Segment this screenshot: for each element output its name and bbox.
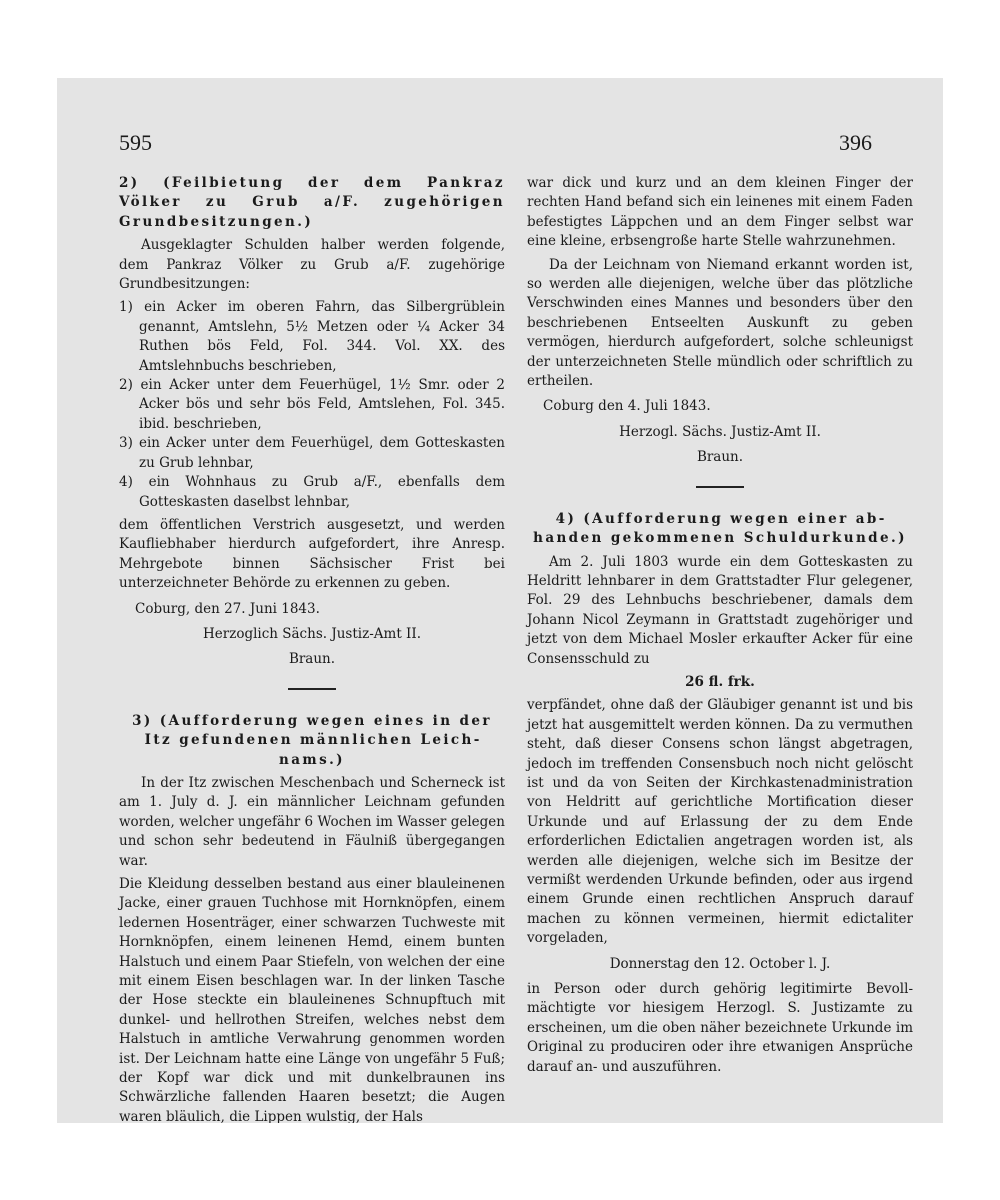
list-item: 3) ein Acker unter dem Feuerhügel, dem Gotteskasten zu Grub lehnbar, bbox=[119, 435, 505, 471]
section-3-date: Coburg den 4. Juli 1843. bbox=[543, 398, 711, 415]
section-2-item-list bbox=[119, 298, 505, 511]
section-3-heading: 3) (Aufforderung wegen eines in der Itz gefundenen männlichen Leichnams.) bbox=[132, 712, 492, 768]
section-2-date: Coburg, den 27. Juni 1843. bbox=[135, 600, 320, 617]
section-3-signature: Braun. bbox=[696, 449, 744, 466]
scanned-page bbox=[57, 78, 943, 1123]
section-4-date: Donnerstag den 12. October l. J. bbox=[609, 955, 831, 972]
section-3-paragraph-3: Da der Leichnam von Niemand erkannt worden ist, so werden alle diejenigen, welche über das plötzliche Verschwinden eines Mannes und besonders über den beschriebenen Entseelten Auskunft zu geben vermögen, hierdurch aufgefordert, solche schleunigst der unterzeichneten Stelle mündlich oder schriftlich zu ertheilen. bbox=[527, 256, 913, 390]
list-item: 2) ein Acker unter dem Feuerhügel, 1½ Smr. oder 2 Acker bös und sehr bös Feld, Amtslehen, Fol. 345. ibid. beschrieben, bbox=[119, 377, 505, 432]
section-divider bbox=[288, 688, 336, 690]
section-3-paragraph-2: Die Kleidung desselben bestand aus einer blauleinenen Jacke, einer grauen Tuchhose mit Hornknöpfen, einem ledernen Hosenträger, einer schwarzen Tuchweste mit Hornknöpfen, einem leinenen Hemd, einem bunten Halstuch und einem Paar Stiefeln, von welchen der eine mit einem Eisen beschlagen war. In der linken Tasche der Hose steckte ein blauleinenes Schnupftuch mit dunkel- und hellrothen Streifen, welches nebst dem Halstuch in amtliche Verwahrung genommen worden ist. Der Leichnam hatte eine Länge von ungefähr 5 Fuß; der Kopf war dick und mit dunkelbraunen ins Schwärzliche fallenden Haaren besetzt; die Augen waren bläulich, die Lippen wulstig, der Hals bbox=[119, 876, 505, 1123]
section-4-paragraph-3: in Person oder durch gehörig legitimirte Bevollmächtigte vor hiesigem Herzogl. S. Justizamte zu erscheinen, um die oben näher bezeichnete Urkunde im Original zu produciren oder ihre etwanigen Ansprüche darauf an- und auszuführen. bbox=[527, 981, 913, 1075]
section-2-heading: 2) (Feilbietung der dem Pankraz Völker zu Grub a/F. zugehörigen Grundbesitzungen.) bbox=[119, 175, 505, 230]
section-4-heading: 4) (Aufforderung wegen einer abhanden gekommenen Schuldurkunde.) bbox=[533, 510, 907, 547]
right-column bbox=[527, 174, 913, 1081]
section-3-continuation: war dick und kurz und an dem kleinen Finger der rechten Hand befand sich ein leinenes mit einem Faden befestigtes Läppchen und an dem Finger selbst war eine kleine, erbsengroße harte Stelle wahrzunehmen. bbox=[527, 175, 913, 250]
left-column bbox=[119, 174, 505, 1123]
section-4-paragraph-1: Am 2. Juli 1803 wurde ein dem Gotteskasten zu Heldritt lehnbarer in dem Grattstadter Flur gelegener, Fol. 29 des Lehnbuchs beschriebener, damals dem Johann Nicol Zeymann in Grattstadt zugehöriger und jetzt von dem Michael Mosler erkaufter Acker für eine Consensschuld zu bbox=[527, 553, 913, 667]
page-number-left: 595 bbox=[119, 130, 152, 155]
section-3-paragraph-1: In der Itz zwischen Meschenbach und Scherneck ist am 1. July d. J. ein männlicher Leichnam gefunden worden, welcher ungefähr 6 Wochen im Wasser gelegen und schon sehr bedeutend in Fäulniß übergegangen war. bbox=[119, 774, 505, 869]
section-2-intro: Ausgeklagter Schulden halber werden folgende, dem Pankraz Völker zu Grub a/F. zugehörige Grundbesitzungen: bbox=[119, 237, 505, 293]
section-2-signature: Braun. bbox=[288, 651, 336, 668]
page-number-right: 396 bbox=[839, 130, 872, 155]
list-item: 1) ein Acker im oberen Fahrn, das Silbergrüblein genannt, Amtslehn, 5½ Metzen oder ¼ Acker 34 Ruthen bös Feld, Fol. 344. Vol. XX. des Amtslehnbuchs beschrieben, bbox=[119, 299, 505, 374]
section-2-outro: dem öffentlichen Verstrich ausgesetzt, und werden Kaufliebhaber hierdurch aufgefordert, ihre Anresp. Mehrgebote binnen Sächsischer Frist bei unterzeichneter Behörde zu erkennen zu geben. bbox=[119, 516, 505, 592]
section-2-office: Herzoglich Sächs. Justiz-Amt II. bbox=[202, 625, 422, 642]
section-4-amount: 26 fl. frk. bbox=[685, 673, 755, 690]
section-3-office: Herzogl. Sächs. Justiz-Amt II. bbox=[619, 423, 821, 440]
section-4-paragraph-2: verpfändet, ohne daß der Gläubiger genannt ist und bis jetzt hat ausgemittelt werden können. Da zu vermuthen steht, daß dieser Consens schon längst abgetragen, jedoch im treffenden Consensbuch noch nicht gelöscht ist und da von Seiten der Kirchkastenadministration von Heldritt auf gerichtliche Mortification dieser Urkunde und auf Erlassung der zu dem Ende erforderlichen Edictalien angetragen worden ist, als werden alle diejenigen, welche sich im Besitze der vermißt werdenden Urkunde befinden, oder aus irgend einem Grunde einen rechtlichen Anspruch darauf machen zu können vermeinen, hiermit edictaliter vorgeladen, bbox=[527, 697, 913, 947]
section-divider bbox=[696, 486, 744, 488]
list-item: 4) ein Wohnhaus zu Grub a/F., ebenfalls dem Gotteskasten daselbst lehnbar, bbox=[119, 474, 505, 510]
